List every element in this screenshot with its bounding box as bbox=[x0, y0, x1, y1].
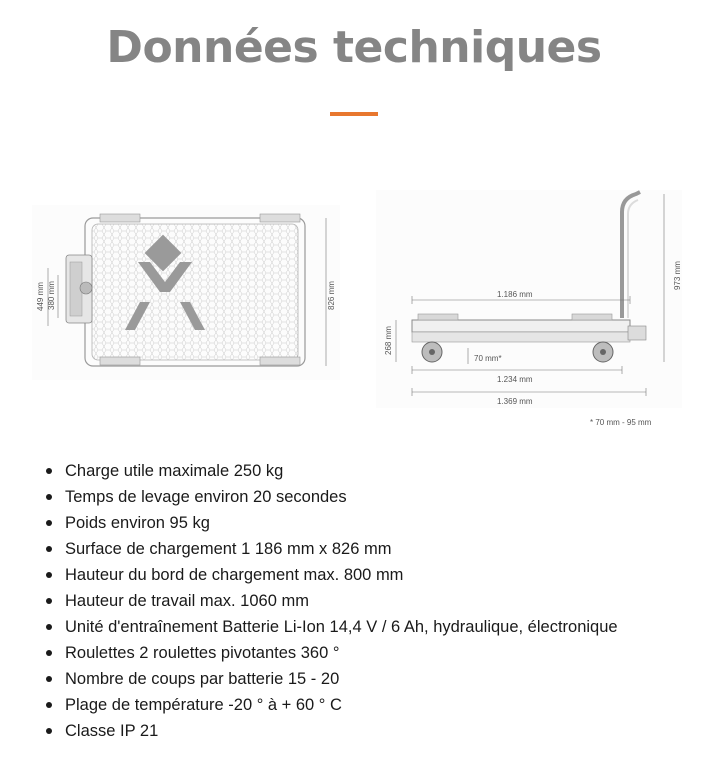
page-title: Données techniques bbox=[106, 22, 602, 73]
spec-item: Surface de chargement 1 186 mm x 826 mm bbox=[65, 536, 618, 562]
dim-973: 973 mm bbox=[673, 261, 682, 290]
dimension-footnote: * 70 mm - 95 mm bbox=[590, 418, 652, 427]
dim-268: 268 mm bbox=[384, 326, 393, 355]
side-view-drawing bbox=[376, 190, 682, 427]
spec-item: Unité d'entraînement Batterie Li-Ion 14,4 V / 6 Ah, hydraulique, électronique bbox=[65, 614, 618, 640]
spec-item: Plage de température -20 ° à + 60 ° C bbox=[65, 692, 618, 718]
spec-item: Temps de levage environ 20 secondes bbox=[65, 484, 618, 510]
spec-item: Charge utile maximale 250 kg bbox=[65, 458, 618, 484]
spec-item: Roulettes 2 roulettes pivotantes 360 ° bbox=[65, 640, 618, 666]
dim-1234: 1.234 mm bbox=[497, 375, 533, 384]
dim-826: 826 mm bbox=[327, 281, 336, 310]
dim-1369: 1.369 mm bbox=[497, 397, 533, 406]
spec-list bbox=[0, 458, 618, 744]
spec-item: Classe IP 21 bbox=[65, 718, 618, 744]
dim-449: 449 mm bbox=[36, 282, 45, 311]
dim-1186: 1.186 mm bbox=[497, 290, 533, 299]
spec-item: Hauteur du bord de chargement max. 800 mm bbox=[65, 562, 618, 588]
spec-item: Hauteur de travail max. 1060 mm bbox=[65, 588, 618, 614]
dim-70: 70 mm* bbox=[474, 354, 502, 363]
spec-item: Nombre de coups par batterie 15 - 20 bbox=[65, 666, 618, 692]
top-view-drawing bbox=[32, 205, 340, 380]
dim-380: 380 mm bbox=[47, 281, 56, 310]
spec-item: Poids environ 95 kg bbox=[65, 510, 618, 536]
